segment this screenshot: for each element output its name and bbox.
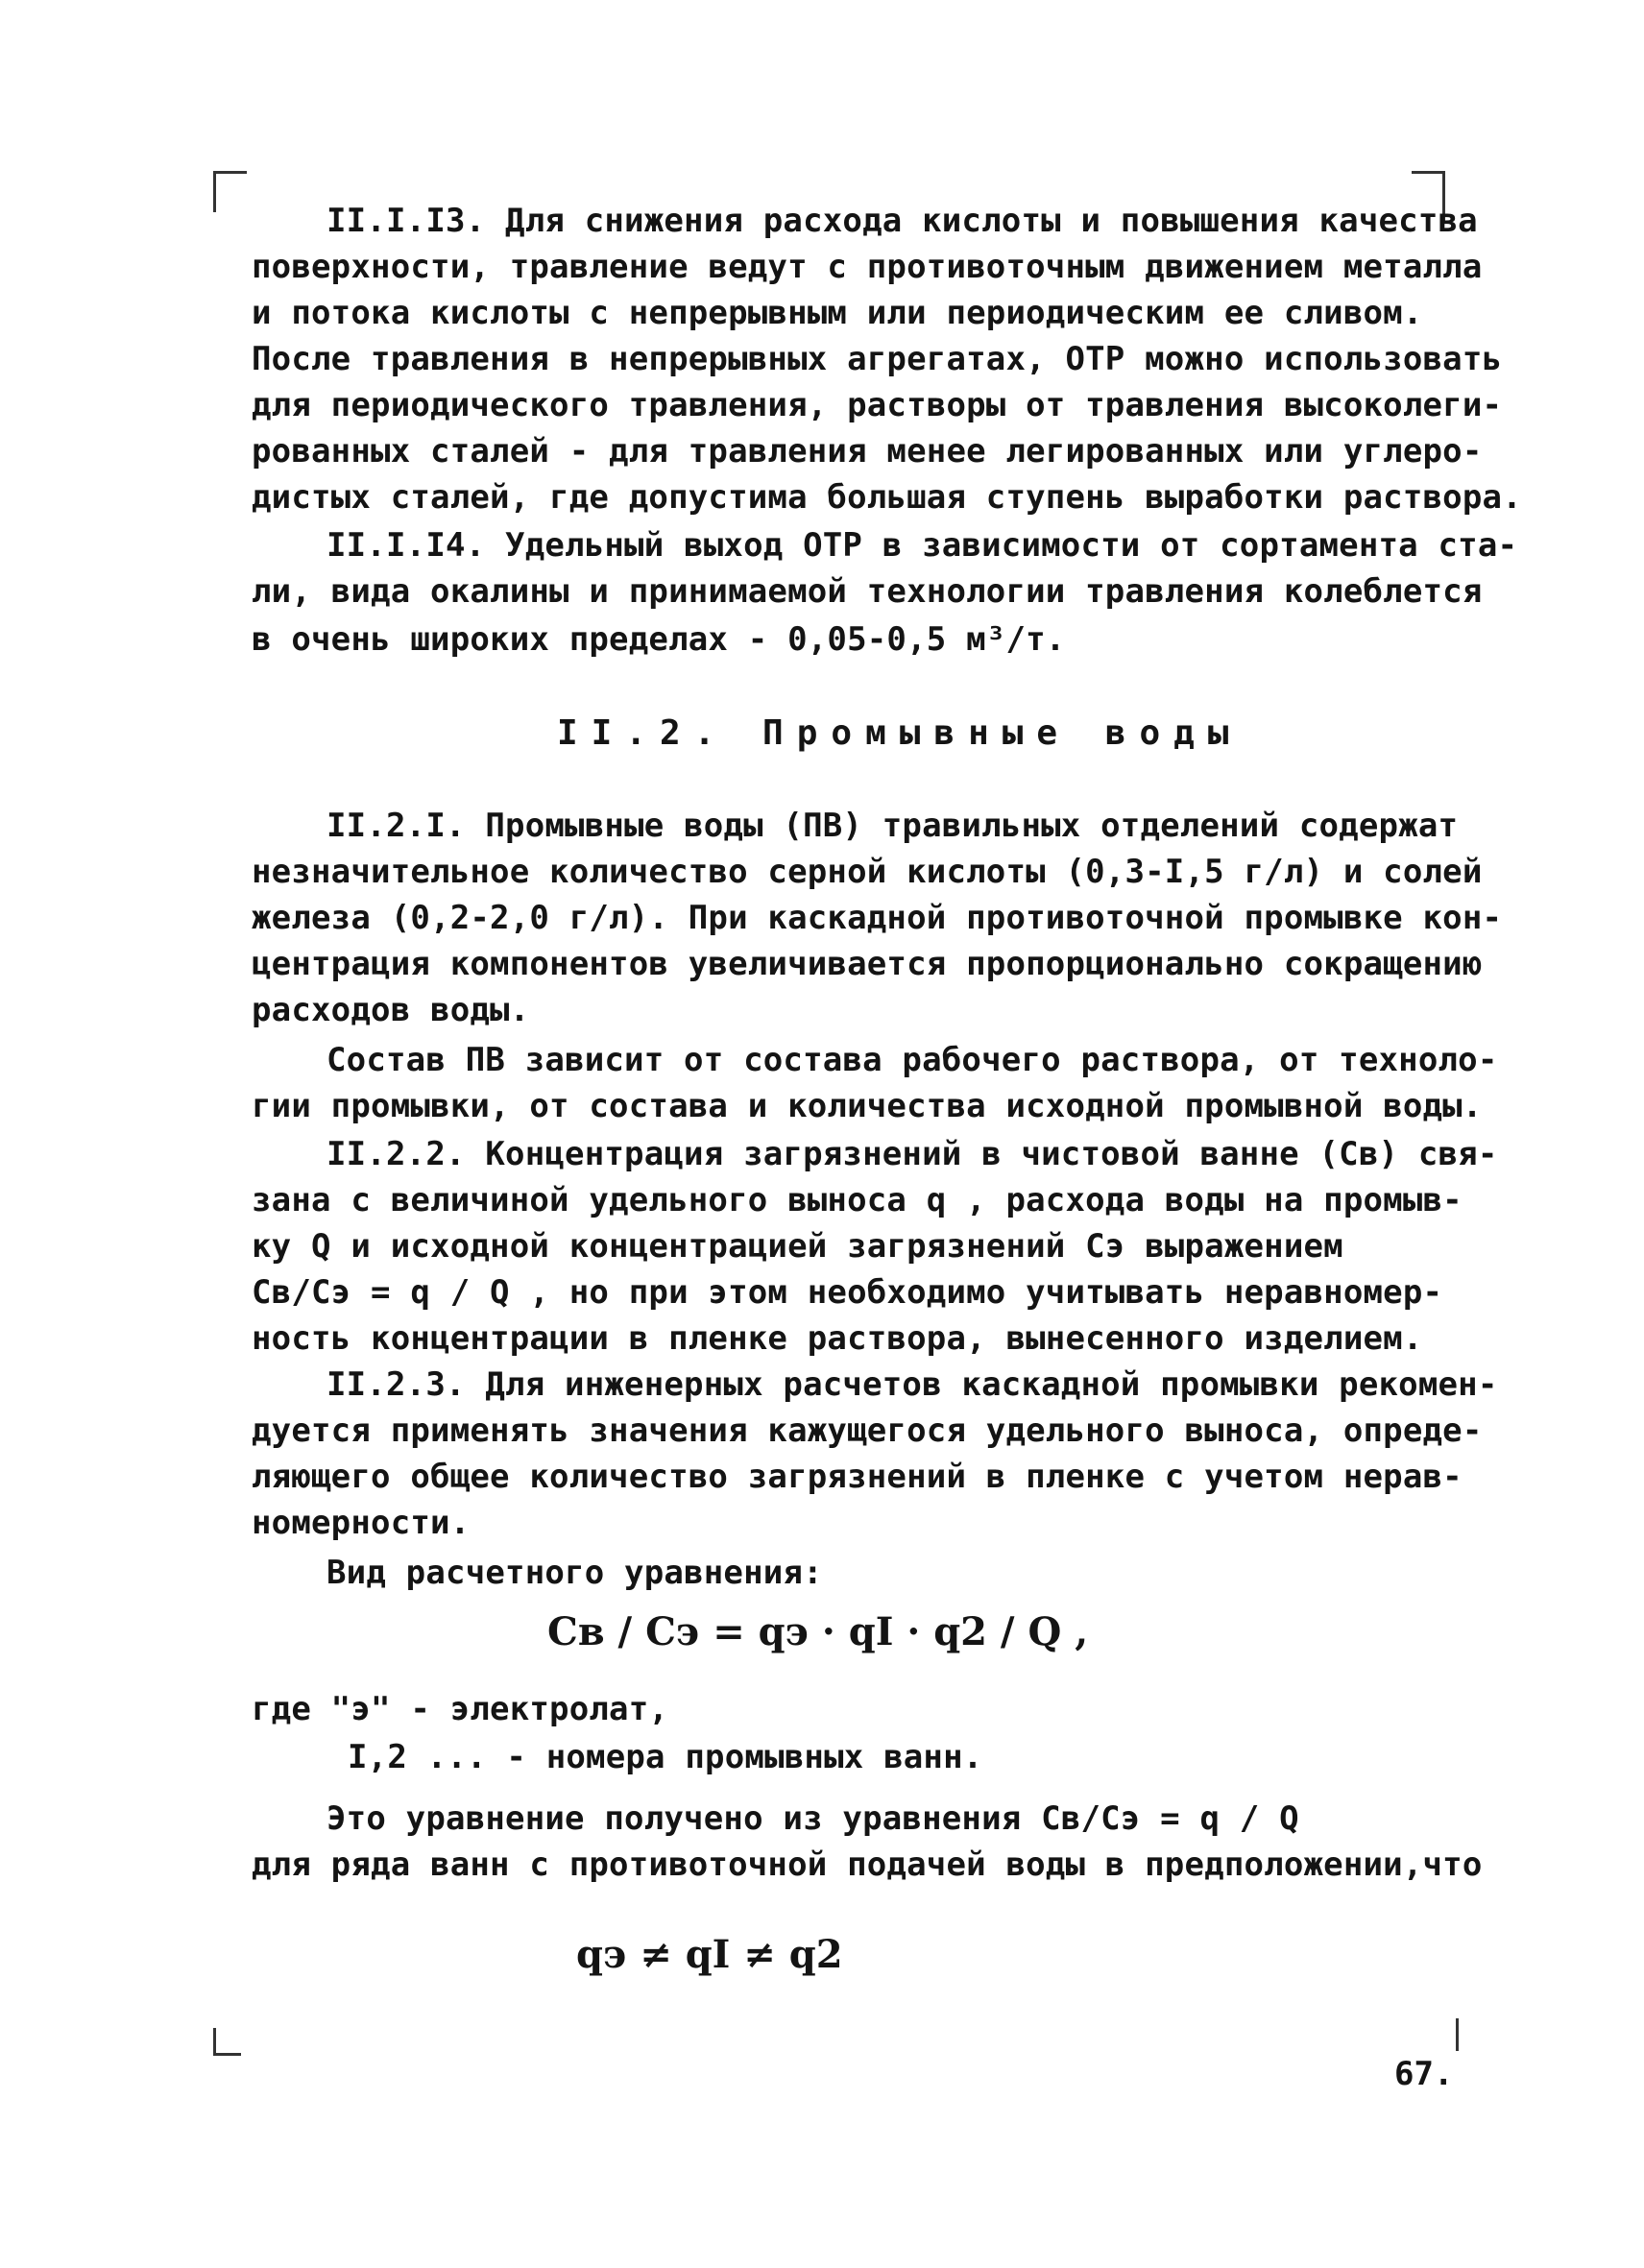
text-line: Это уравнение получено из уравнения Св/Сэ = q / Q [326, 1799, 1299, 1838]
text-line: железа (0,2-2,0 г/л). При каскадной противоточной промывке кон- [252, 899, 1503, 937]
text-line: где "э" - электролат, [252, 1690, 669, 1728]
text-line: ляющего общее количество загрязнений в пленке с учетом нерав- [252, 1458, 1463, 1496]
text-line: После травления в непрерывных агрегатах, ОТР можно использовать [252, 340, 1503, 378]
text-line: II.2.2. Концентрация загрязнений в чистовой ванне (Св) свя- [326, 1135, 1498, 1173]
text-line: II.I.I3. Для снижения расхода кислоты и повышения качества [326, 202, 1478, 240]
text-line: расходов воды. [252, 991, 530, 1029]
section-heading: II.2. Промывные воды [557, 713, 1243, 753]
text-line: I,2 ... - номера промывных ванн. [348, 1738, 983, 1776]
formula-inequality: qэ ≠ qI ≠ q2 [576, 1932, 843, 1977]
corner-mark-top-left [213, 171, 247, 212]
text-line: ку Q и исходной концентрацией загрязнений Сэ выражением [252, 1227, 1343, 1266]
text-line: дистых сталей, где допустима большая ступень выработки раствора. [252, 478, 1522, 517]
corner-mark-bottom-left [213, 2028, 241, 2056]
text-line: ность концентрации в пленке раствора, вынесенного изделием. [252, 1319, 1423, 1358]
text-line: дуется применять значения кажущегося удельного выноса, опреде- [252, 1411, 1483, 1450]
text-line: в очень широких пределах - 0,05-0,5 м³/т. [252, 620, 1066, 659]
text-line: ли, вида окалины и принимаемой технологии травления колеблется [252, 572, 1483, 611]
formula-equation: Св / Сэ = qэ · qI · q2 / Q , [547, 1609, 1089, 1654]
text-line: для ряда ванн с противоточной подачей воды в предположении,что [252, 1846, 1483, 1884]
text-line: Состав ПВ зависит от состава рабочего раствора, от техноло- [326, 1041, 1498, 1079]
text-line: Св/Сэ = q / Q , но при этом необходимо учитывать неравномер- [252, 1273, 1443, 1312]
text-line: и потока кислоты с непрерывным или периодическим ее сливом. [252, 294, 1423, 332]
text-line: поверхности, травление ведут с противоточным движением металла [252, 248, 1483, 286]
text-line: рованных сталей - для травления менее легированных или углеро- [252, 432, 1483, 470]
text-line: незначительное количество серной кислоты (0,3-I,5 г/л) и солей [252, 853, 1483, 891]
text-line: II.2.I. Промывные воды (ПВ) травильных отделений содержат [326, 807, 1459, 845]
text-line: номерности. [252, 1504, 471, 1542]
corner-mark-bottom-right [1450, 2018, 1459, 2051]
page-number: 67. [1394, 2055, 1454, 2093]
text-line: гии промывки, от состава и количества исходной промывной воды. [252, 1087, 1483, 1125]
text-line: II.2.3. Для инженерных расчетов каскадной промывки рекомен- [326, 1365, 1498, 1404]
text-line: II.I.I4. Удельный выход ОТР в зависимости от сортамента ста- [326, 526, 1518, 565]
text-line: для периодического травления, растворы от травления высоколеги- [252, 386, 1503, 424]
text-line: Вид расчетного уравнения: [326, 1554, 823, 1592]
text-line: центрация компонентов увеличивается пропорционально сокращению [252, 945, 1483, 983]
text-line: зана с величиной удельного выноса q , расхода воды на промыв- [252, 1181, 1463, 1219]
